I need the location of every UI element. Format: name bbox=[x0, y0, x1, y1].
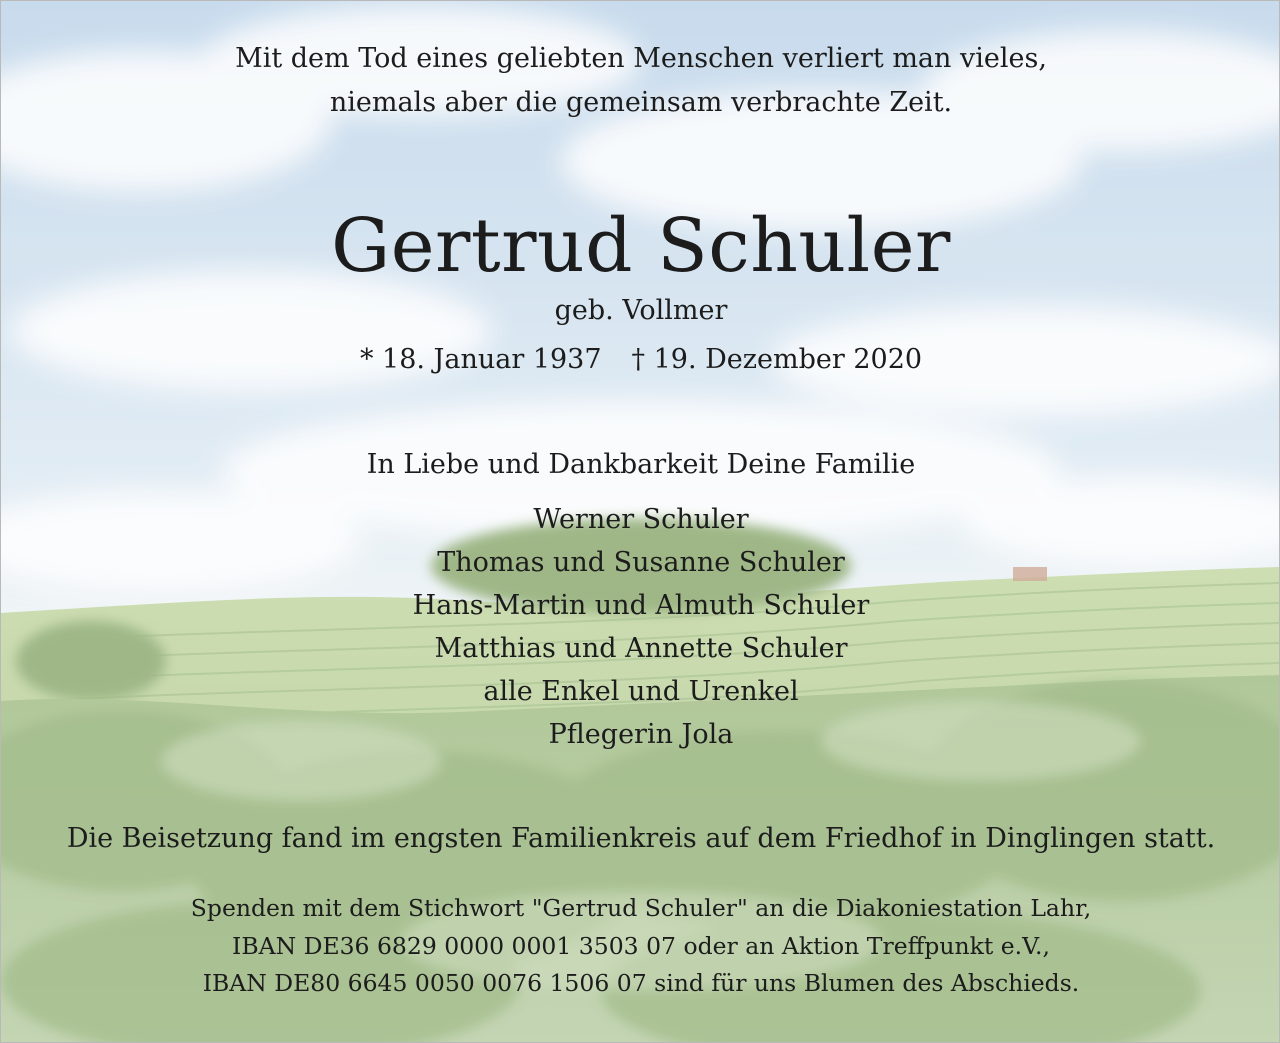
donation-note bbox=[1, 890, 1280, 1003]
maiden-name: geb. Vollmer bbox=[554, 295, 728, 326]
birth-date: * 18. Januar 1937 bbox=[359, 344, 602, 375]
family-member: alle Enkel und Urenkel bbox=[483, 676, 799, 707]
family-member: Hans-Martin und Almuth Schuler bbox=[412, 590, 870, 621]
family-members-list bbox=[1, 498, 1280, 756]
donation-line-2: IBAN DE36 6829 0000 0001 3503 07 oder an Aktion Treffpunkt e.V., bbox=[232, 931, 1050, 960]
family-member: Pflegerin Jola bbox=[548, 719, 734, 750]
burial-note: Die Beisetzung fand im engsten Familienkreis auf dem Friedhof in Dinglingen statt. bbox=[66, 823, 1216, 854]
motto-line-2: niemals aber die gemeinsam verbrachte Zeit. bbox=[329, 87, 953, 118]
motto-line-1: Mit dem Tod eines geliebten Menschen verliert man vieles, bbox=[235, 43, 1047, 74]
donation-line-3: IBAN DE80 6645 0050 0076 1506 07 sind für uns Blumen des Abschieds. bbox=[202, 969, 1080, 997]
deceased-name: Gertrud Schuler bbox=[331, 203, 951, 289]
death-date: † 19. Dezember 2020 bbox=[631, 344, 923, 375]
family-member: Thomas und Susanne Schuler bbox=[437, 547, 845, 578]
family-member: Werner Schuler bbox=[533, 504, 749, 535]
notice-text bbox=[1, 1, 1280, 1043]
family-intro: In Liebe und Dankbarkeit Deine Familie bbox=[366, 449, 916, 480]
family-member: Matthias und Annette Schuler bbox=[434, 633, 848, 664]
motto bbox=[1, 37, 1280, 125]
donation-line-1: Spenden mit dem Stichwort "Gertrud Schuler" an die Diakoniestation Lahr, bbox=[190, 894, 1092, 922]
life-dates bbox=[1, 340, 1280, 380]
